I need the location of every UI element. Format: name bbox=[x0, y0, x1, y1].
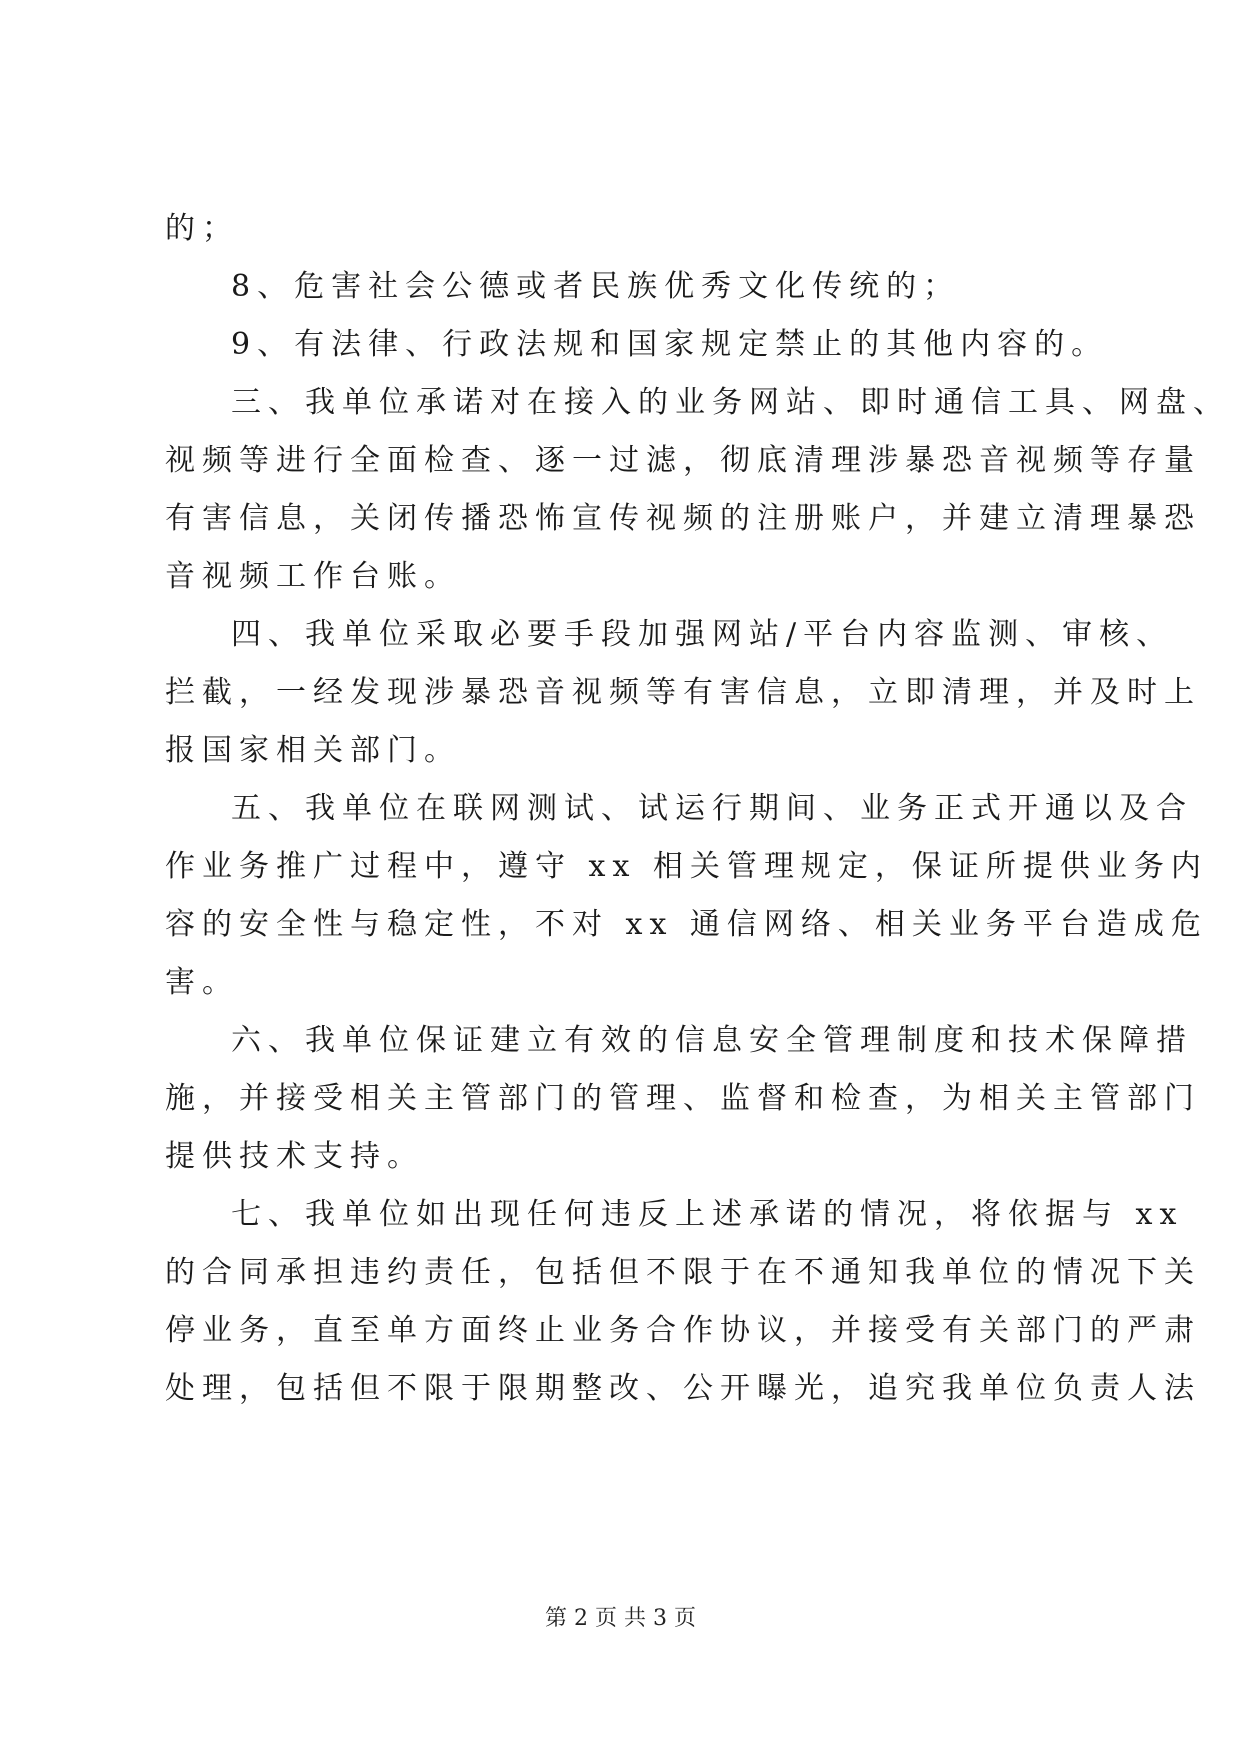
paragraph-6-line: 提供技术支持。 bbox=[165, 1139, 424, 1174]
paragraph-3-line: 三、我单位承诺对在接入的业务网站、即时通信工具、网盘、 bbox=[231, 385, 1230, 420]
paragraph-7-line: 停业务，直至单方面终止业务合作协议，并接受有关部门的严肃 bbox=[165, 1313, 1201, 1348]
paragraph-6-line: 六、我单位保证建立有效的信息安全管理制度和技术保障措 bbox=[231, 1023, 1193, 1058]
text-line: 的； bbox=[165, 211, 239, 246]
paragraph-3-line: 音视频工作台账。 bbox=[165, 559, 461, 594]
paragraph-5-line: 五、我单位在联网测试、试运行期间、业务正式开通以及合 bbox=[231, 791, 1193, 826]
paragraph-3-line: 视频等进行全面检查、逐一过滤，彻底清理涉暴恐音视频等存量 bbox=[165, 443, 1201, 478]
paragraph-3-line: 有害信息，关闭传播恐怖宣传视频的注册账户，并建立清理暴恐 bbox=[165, 501, 1201, 536]
list-item-9: 9、有法律、行政法规和国家规定禁止的其他内容的。 bbox=[231, 327, 1109, 362]
paragraph-4-line: 拦截，一经发现涉暴恐音视频等有害信息，立即清理，并及时上 bbox=[165, 675, 1201, 710]
paragraph-5-line: 容的安全性与稳定性，不对 xx 通信网络、相关业务平台造成危 bbox=[165, 907, 1208, 942]
list-item-8: 8、危害社会公德或者民族优秀文化传统的； bbox=[231, 269, 961, 304]
paragraph-7-line: 处理，包括但不限于限期整改、公开曝光，追究我单位负责人法 bbox=[165, 1371, 1201, 1406]
paragraph-5-line: 作业务推广过程中，遵守 xx 相关管理规定，保证所提供业务内 bbox=[165, 849, 1208, 884]
paragraph-7-line: 七、我单位如出现任何违反上述承诺的情况，将依据与 xx bbox=[231, 1197, 1184, 1232]
paragraph-5-line: 害。 bbox=[165, 965, 239, 1000]
paragraph-6-line: 施，并接受相关主管部门的管理、监督和检查，为相关主管部门 bbox=[165, 1081, 1201, 1116]
paragraph-4-line: 四、我单位采取必要手段加强网站/平台内容监测、审核、 bbox=[231, 617, 1174, 652]
paragraph-7-line: 的合同承担违约责任，包括但不限于在不通知我单位的情况下关 bbox=[165, 1255, 1201, 1290]
paragraph-4-line: 报国家相关部门。 bbox=[165, 733, 461, 768]
page-footer: 第 2 页 共 3 页 bbox=[545, 1606, 696, 1631]
